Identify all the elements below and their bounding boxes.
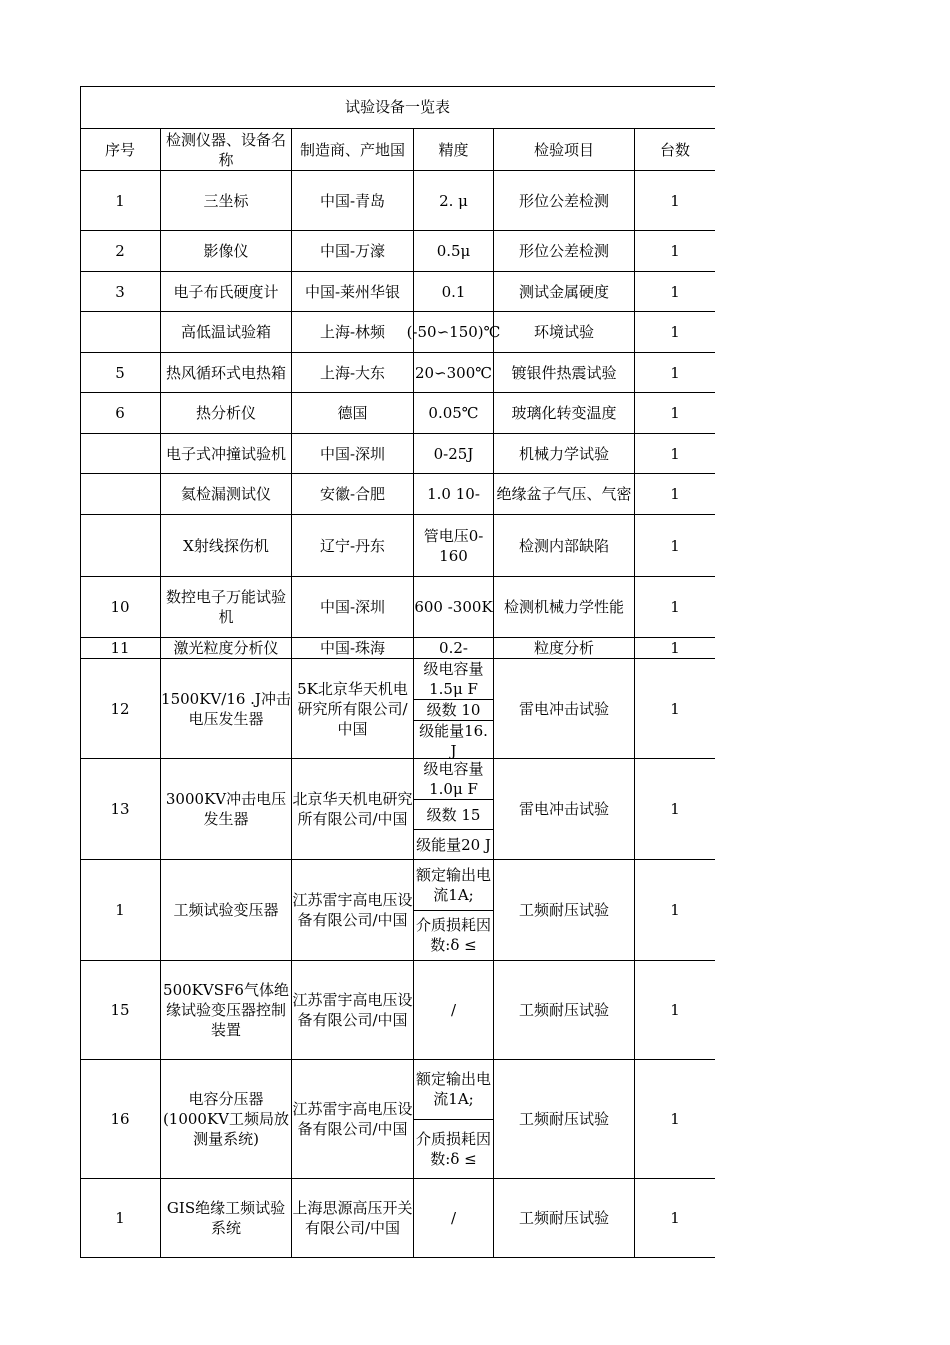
quantity: 1 (634, 1178, 715, 1257)
inspection-item: 雷电冲击试验 (493, 658, 634, 758)
precision-line: 级能量20 J (414, 829, 493, 859)
quantity: 1 (634, 230, 715, 271)
equipment-name: GIS绝缘工频试验系统 (160, 1178, 291, 1257)
precision-cell: 管电压0-160 (413, 514, 493, 576)
row-number: 6 (80, 392, 160, 433)
quantity: 1 (634, 392, 715, 433)
row-number: 3 (80, 271, 160, 311)
precision-cell (413, 859, 493, 960)
quantity: 1 (634, 170, 715, 230)
precision-line: 级数 15 (414, 799, 493, 829)
inspection-item: 检测机械力学性能 (493, 576, 634, 637)
row-number: 5 (80, 352, 160, 392)
precision-line: 额定输出电流1A; (415, 1070, 491, 1109)
quantity: 1 (634, 271, 715, 311)
inspection-item: 测试金属硬度 (493, 271, 634, 311)
manufacturer: 上海思源高压开关有限公司/中国 (291, 1178, 413, 1257)
precision-cell: (-50∽150)℃ (413, 311, 493, 352)
precision-cell: 2. μ (413, 170, 493, 230)
equipment-name: 1500KV/16 .J冲击电压发生器 (160, 658, 291, 758)
precision-line: 额定输出电流1A; (415, 865, 491, 904)
inspection-item: 机械力学试验 (493, 433, 634, 473)
quantity: 1 (634, 352, 715, 392)
precision-line: 级数 10 (414, 699, 493, 720)
column-header: 序号 (80, 128, 160, 170)
manufacturer: 安徽-合肥 (291, 473, 413, 514)
quantity: 1 (634, 473, 715, 514)
inspection-item: 雷电冲击试验 (493, 758, 634, 859)
inspection-item: 绝缘盆子气压、气密 (493, 473, 634, 514)
equipment-name: 电子布氏硬度计 (160, 271, 291, 311)
equipment-name: 3000KV冲击电压发生器 (160, 758, 291, 859)
row-number: 1 (80, 1178, 160, 1257)
manufacturer: 上海-大东 (291, 352, 413, 392)
precision-cell: 600 -300K (413, 576, 493, 637)
equipment-name: 电容分压器(1000KV工频局放测量系统) (160, 1059, 291, 1178)
inspection-item: 检测内部缺陷 (493, 514, 634, 576)
precision-line: 级电容量1.5μ F (423, 660, 484, 698)
equipment-name: 热风循环式电热箱 (160, 352, 291, 392)
equipment-name: 500KVSF6气体绝缘试验变压器控制装置 (160, 960, 291, 1059)
inspection-item: 镀银件热震试验 (493, 352, 634, 392)
precision-cell (413, 658, 493, 758)
column-header: 检测仪器、设备名称 (160, 128, 291, 170)
equipment-name: 热分析仪 (160, 392, 291, 433)
quantity: 1 (634, 311, 715, 352)
precision-cell (413, 758, 493, 859)
row-number: 15 (80, 960, 160, 1059)
quantity: 1 (634, 1059, 715, 1178)
manufacturer: 江苏雷宇高电压设备有限公司/中国 (291, 859, 413, 960)
quantity: 1 (634, 576, 715, 637)
precision-cell: 20∽300℃ (413, 352, 493, 392)
equipment-name: 高低温试验箱 (160, 311, 291, 352)
precision-cell: 0.5μ (413, 230, 493, 271)
equipment-name: 激光粒度分析仪 (160, 637, 291, 658)
precision-line: 介质损耗因数:δ ≤ (414, 910, 493, 961)
row-number (80, 473, 160, 514)
manufacturer: 中国-万濠 (291, 230, 413, 271)
quantity: 1 (634, 658, 715, 758)
equipment-table (80, 86, 715, 1258)
row-number: 2 (80, 230, 160, 271)
manufacturer: 德国 (291, 392, 413, 433)
row-number: 12 (80, 658, 160, 758)
manufacturer: 中国-莱州华银 (291, 271, 413, 311)
equipment-name: 工频试验变压器 (160, 859, 291, 960)
manufacturer: 北京华天机电研究所有限公司/中国 (291, 758, 413, 859)
manufacturer: 中国-青岛 (291, 170, 413, 230)
inspection-item: 工频耐压试验 (493, 859, 634, 960)
precision-cell: 0.1 (413, 271, 493, 311)
precision-cell: / (413, 1178, 493, 1257)
row-number: 11 (80, 637, 160, 658)
equipment-name: 数控电子万能试验机 (160, 576, 291, 637)
precision-cell: 0-25J (413, 433, 493, 473)
manufacturer: 上海-林频 (291, 311, 413, 352)
inspection-item: 粒度分析 (493, 637, 634, 658)
inspection-item: 形位公差检测 (493, 170, 634, 230)
precision-cell (413, 1059, 493, 1178)
precision-cell: 1.0 10- (413, 473, 493, 514)
row-number (80, 514, 160, 576)
column-header: 精度 (413, 128, 493, 170)
quantity: 1 (634, 960, 715, 1059)
precision-cell: / (413, 960, 493, 1059)
row-number: 1 (80, 170, 160, 230)
column-header: 制造商、产地国 (291, 128, 413, 170)
row-number: 10 (80, 576, 160, 637)
quantity: 1 (634, 859, 715, 960)
inspection-item: 工频耐压试验 (493, 1178, 634, 1257)
manufacturer: 5K北京华天机电研究所有限公司/中国 (291, 658, 413, 758)
manufacturer: 中国-深圳 (291, 576, 413, 637)
precision-line: 介质损耗因数:δ ≤ (414, 1119, 493, 1179)
inspection-item: 环境试验 (493, 311, 634, 352)
equipment-name: 三坐标 (160, 170, 291, 230)
table-title: 试验设备一览表 (344, 98, 450, 116)
precision-line: 级能量16. J (414, 720, 493, 761)
row-number (80, 433, 160, 473)
manufacturer: 江苏雷宇高电压设备有限公司/中国 (291, 960, 413, 1059)
row-number: 1 (80, 859, 160, 960)
quantity: 1 (634, 758, 715, 859)
quantity: 1 (634, 433, 715, 473)
manufacturer: 中国-深圳 (291, 433, 413, 473)
equipment-name: 电子式冲撞试验机 (160, 433, 291, 473)
manufacturer: 辽宁-丹东 (291, 514, 413, 576)
equipment-name: X射线探伤机 (160, 514, 291, 576)
manufacturer: 中国-珠海 (291, 637, 413, 658)
precision-line: 级电容量1.0μ F (423, 760, 484, 798)
equipment-name: 氦检漏测试仪 (160, 473, 291, 514)
inspection-item: 工频耐压试验 (493, 960, 634, 1059)
quantity: 1 (634, 514, 715, 576)
precision-cell: 0.2- (413, 637, 493, 658)
column-header: 检验项目 (493, 128, 634, 170)
inspection-item: 形位公差检测 (493, 230, 634, 271)
equipment-name: 影像仪 (160, 230, 291, 271)
quantity: 1 (634, 637, 715, 658)
manufacturer: 江苏雷宇高电压设备有限公司/中国 (291, 1059, 413, 1178)
precision-cell: 0.05℃ (413, 392, 493, 433)
inspection-item: 工频耐压试验 (493, 1059, 634, 1178)
row-number: 16 (80, 1059, 160, 1178)
column-header: 台数 (634, 128, 715, 170)
inspection-item: 玻璃化转变温度 (493, 392, 634, 433)
row-number (80, 311, 160, 352)
row-number: 13 (80, 758, 160, 859)
